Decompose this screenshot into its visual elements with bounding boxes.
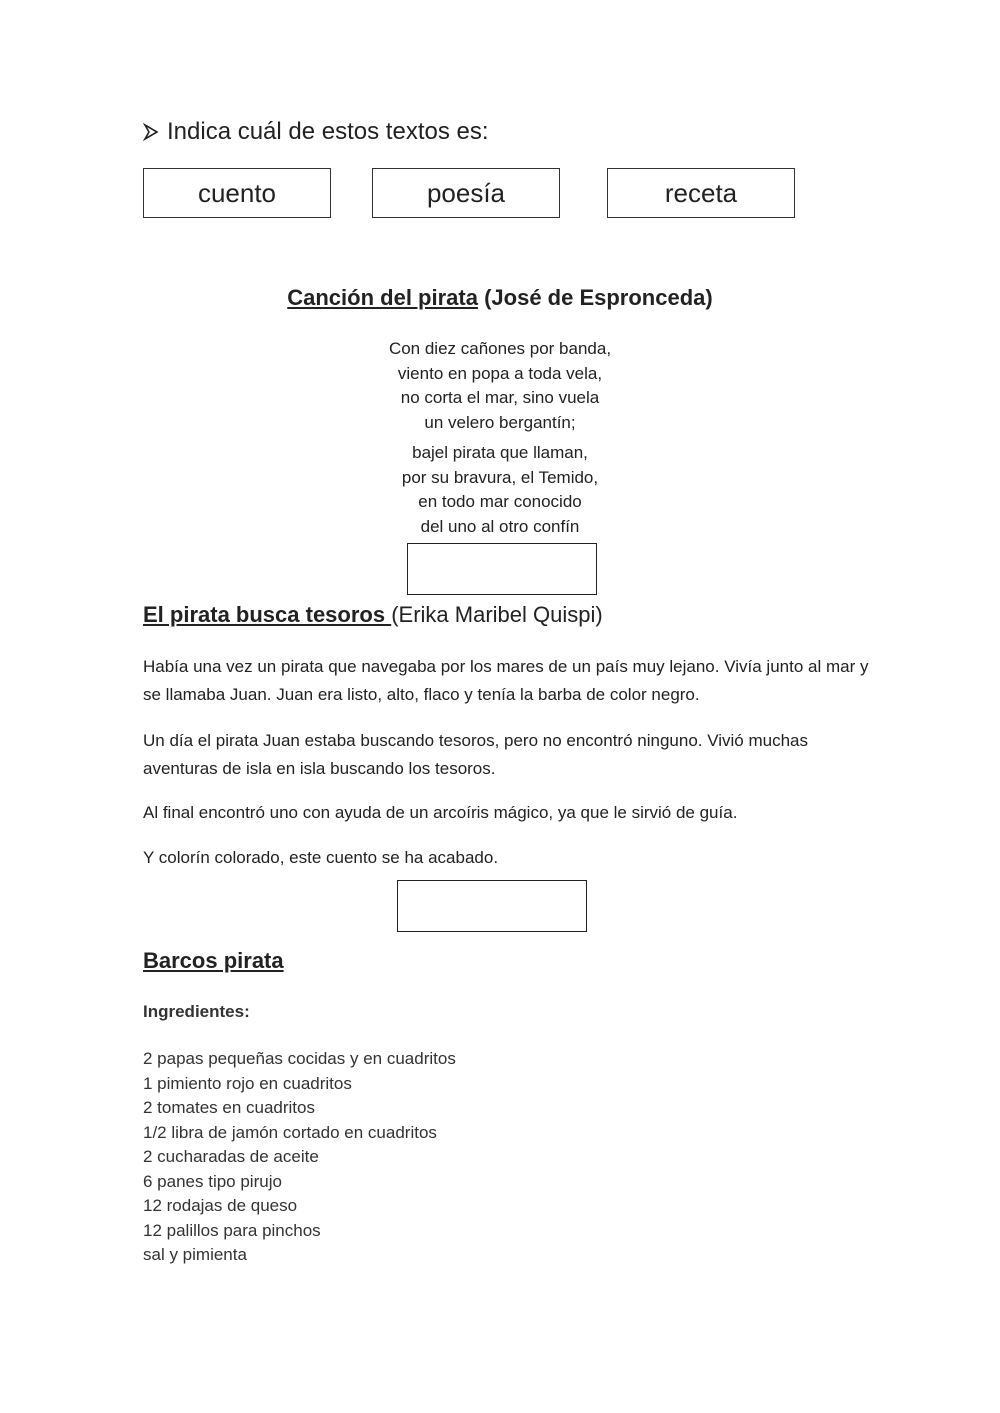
ingredient-item: 6 panes tipo pirujo — [143, 1171, 282, 1191]
ingredient-item: sal y pimienta — [143, 1245, 247, 1264]
ingredient-item: 1/2 libra de jamón cortado en cuadritos — [143, 1122, 437, 1142]
poem-title — [0, 285, 1000, 311]
answer-box-story[interactable] — [397, 880, 587, 932]
poem-author: (José de Espronceda) — [484, 285, 713, 310]
poem-line: bajel pirata que llaman, — [412, 443, 588, 462]
poem-line: del uno al otro confín — [420, 516, 580, 536]
poem-stanza-2 — [0, 441, 1000, 539]
ingredient-item: 2 tomates en cuadritos — [143, 1098, 315, 1117]
story-title — [143, 602, 603, 628]
instruction-text: Indica cuál de estos textos es: — [167, 118, 489, 145]
story-paragraph: Había una vez un pirata que navegaba por los mares de un país muy lejano. Vivía junto al mar y se llamaba Juan. Juan era listo, alto, flaco y tenía la barba de color negro. — [143, 657, 869, 704]
story-paragraph: Un día el pirata Juan estaba buscando tesoros, pero no encontró ninguno. Vivió muchas aventuras de isla en isla buscando los tesoros. — [143, 731, 809, 778]
poem-line: Con diez cañones por banda, — [388, 339, 612, 358]
ingredient-item: 2 cucharadas de aceite — [143, 1147, 319, 1166]
story-paragraph: Al final encontró uno con ayuda de un arcoíris mágico, ya que le sirvió de guía. — [143, 803, 738, 822]
poem-line: viento en popa a toda vela, — [397, 363, 603, 383]
ingredient-item: 1 pimiento rojo en cuadritos — [143, 1073, 352, 1093]
answer-box-poem[interactable] — [407, 543, 597, 595]
poem-stanza-1 — [0, 337, 1000, 435]
option-receta[interactable]: receta — [607, 168, 795, 218]
recipe-title-text: Barcos pirata — [143, 948, 284, 973]
option-cuento[interactable]: cuento — [143, 168, 331, 218]
ingredients-list — [143, 1047, 456, 1268]
poem-line: un velero bergantín; — [424, 412, 576, 432]
ingredient-item: 12 palillos para pinchos — [143, 1220, 321, 1240]
story-title-text: El pirata busca tesoros — [143, 602, 392, 627]
ingredient-item: 12 rodajas de queso — [143, 1196, 298, 1215]
story-author: (Erika Maribel Quispi) — [391, 602, 603, 627]
ingredients-label: Ingredientes: — [143, 1002, 250, 1021]
poem-line: en todo mar conocido — [418, 492, 582, 511]
story-paragraph: Y colorín colorado, este cuento se ha acabado. — [143, 848, 499, 867]
recipe-title — [143, 948, 284, 974]
ingredient-item: 2 papas pequeñas cocidas y en cuadritos — [143, 1049, 456, 1068]
poem-line: no corta el mar, sino vuela — [400, 388, 600, 407]
instruction — [143, 118, 489, 146]
poem-title-text: Canción del pirata — [287, 285, 478, 310]
poem-line: por su bravura, el Temido, — [401, 467, 599, 487]
option-poesia[interactable]: poesía — [372, 168, 560, 218]
arrow-bullet-icon — [143, 123, 159, 141]
